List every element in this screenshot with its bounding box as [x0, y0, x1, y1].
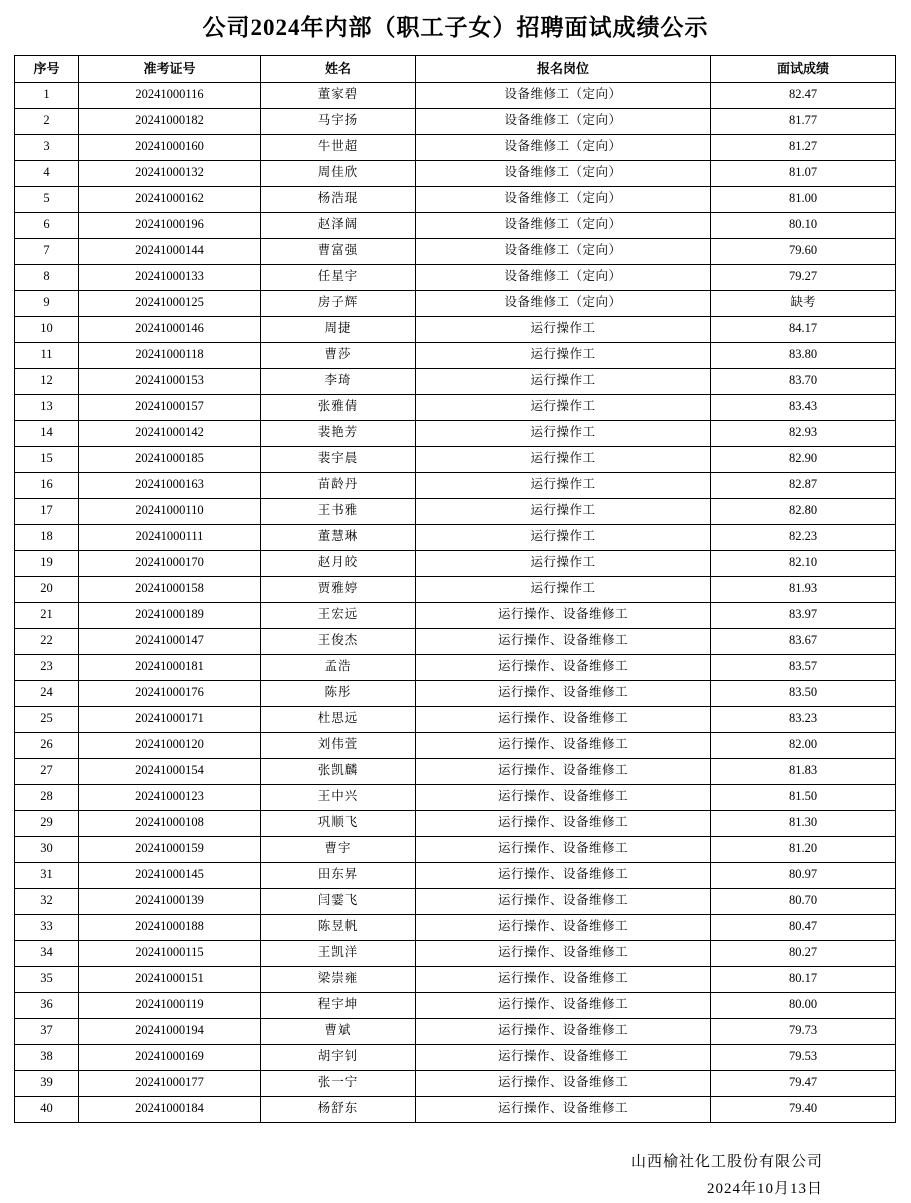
- column-header-score: 面试成绩: [711, 55, 896, 82]
- cell-admission-number: 20241000194: [79, 1018, 261, 1044]
- cell-admission-number: 20241000132: [79, 160, 261, 186]
- cell-score: 83.80: [711, 342, 896, 368]
- cell-score: 83.57: [711, 654, 896, 680]
- cell-name: 梁崇雍: [261, 966, 416, 992]
- cell-name: 张凯麟: [261, 758, 416, 784]
- interview-score-table: [14, 55, 896, 1123]
- cell-index: 31: [15, 862, 79, 888]
- cell-score: 82.10: [711, 550, 896, 576]
- cell-score: 81.27: [711, 134, 896, 160]
- cell-name: 苗龄丹: [261, 472, 416, 498]
- cell-position: 运行操作、设备维修工: [416, 1070, 711, 1096]
- cell-name: 张一宁: [261, 1070, 416, 1096]
- cell-name: 杜思远: [261, 706, 416, 732]
- table-row: [15, 1070, 896, 1096]
- cell-admission-number: 20241000181: [79, 654, 261, 680]
- cell-position: 设备维修工（定向）: [416, 290, 711, 316]
- cell-name: 巩顺飞: [261, 810, 416, 836]
- cell-admission-number: 20241000154: [79, 758, 261, 784]
- cell-score: 80.47: [711, 914, 896, 940]
- cell-index: 32: [15, 888, 79, 914]
- cell-position: 运行操作、设备维修工: [416, 836, 711, 862]
- cell-name: 牛世超: [261, 134, 416, 160]
- cell-name: 任星宇: [261, 264, 416, 290]
- cell-admission-number: 20241000111: [79, 524, 261, 550]
- table-row: [15, 524, 896, 550]
- cell-score: 83.97: [711, 602, 896, 628]
- cell-name: 程宇坤: [261, 992, 416, 1018]
- cell-position: 运行操作、设备维修工: [416, 628, 711, 654]
- cell-admission-number: 20241000123: [79, 784, 261, 810]
- cell-admission-number: 20241000153: [79, 368, 261, 394]
- cell-index: 21: [15, 602, 79, 628]
- cell-name: 王书雅: [261, 498, 416, 524]
- table-row: [15, 446, 896, 472]
- cell-name: 闫霎飞: [261, 888, 416, 914]
- cell-score: 82.47: [711, 82, 896, 108]
- cell-admission-number: 20241000116: [79, 82, 261, 108]
- cell-admission-number: 20241000120: [79, 732, 261, 758]
- cell-position: 运行操作工: [416, 368, 711, 394]
- cell-index: 29: [15, 810, 79, 836]
- cell-admission-number: 20241000118: [79, 342, 261, 368]
- cell-score: 81.83: [711, 758, 896, 784]
- cell-score: 82.23: [711, 524, 896, 550]
- cell-position: 设备维修工（定向）: [416, 82, 711, 108]
- cell-admission-number: 20241000115: [79, 940, 261, 966]
- cell-position: 运行操作、设备维修工: [416, 680, 711, 706]
- cell-admission-number: 20241000144: [79, 238, 261, 264]
- table-row: [15, 602, 896, 628]
- table-row: [15, 342, 896, 368]
- table-row: [15, 706, 896, 732]
- cell-index: 40: [15, 1096, 79, 1122]
- table-row: [15, 290, 896, 316]
- cell-score: 80.10: [711, 212, 896, 238]
- cell-score: 80.17: [711, 966, 896, 992]
- cell-admission-number: 20241000142: [79, 420, 261, 446]
- cell-position: 设备维修工（定向）: [416, 160, 711, 186]
- cell-admission-number: 20241000158: [79, 576, 261, 602]
- cell-admission-number: 20241000133: [79, 264, 261, 290]
- cell-name: 陈彤: [261, 680, 416, 706]
- cell-name: 刘伟萱: [261, 732, 416, 758]
- cell-index: 14: [15, 420, 79, 446]
- cell-index: 2: [15, 108, 79, 134]
- cell-score: 82.93: [711, 420, 896, 446]
- cell-name: 孟浩: [261, 654, 416, 680]
- cell-index: 1: [15, 82, 79, 108]
- cell-name: 周佳欣: [261, 160, 416, 186]
- cell-index: 26: [15, 732, 79, 758]
- cell-index: 15: [15, 446, 79, 472]
- cell-name: 李琦: [261, 368, 416, 394]
- cell-name: 董慧琳: [261, 524, 416, 550]
- cell-position: 运行操作、设备维修工: [416, 602, 711, 628]
- table-row: [15, 576, 896, 602]
- table-row: [15, 264, 896, 290]
- cell-index: 22: [15, 628, 79, 654]
- cell-index: 37: [15, 1018, 79, 1044]
- cell-score: 79.60: [711, 238, 896, 264]
- cell-admission-number: 20241000163: [79, 472, 261, 498]
- cell-name: 房子辉: [261, 290, 416, 316]
- cell-score: 82.00: [711, 732, 896, 758]
- cell-score: 81.93: [711, 576, 896, 602]
- table-row: [15, 472, 896, 498]
- cell-position: 设备维修工（定向）: [416, 264, 711, 290]
- cell-index: 35: [15, 966, 79, 992]
- cell-score: 80.97: [711, 862, 896, 888]
- table-row: [15, 108, 896, 134]
- cell-score: 81.20: [711, 836, 896, 862]
- cell-score: 80.00: [711, 992, 896, 1018]
- cell-admission-number: 20241000145: [79, 862, 261, 888]
- cell-admission-number: 20241000159: [79, 836, 261, 862]
- table-row: [15, 550, 896, 576]
- cell-name: 杨浩琨: [261, 186, 416, 212]
- cell-index: 10: [15, 316, 79, 342]
- cell-admission-number: 20241000110: [79, 498, 261, 524]
- table-row: [15, 836, 896, 862]
- cell-score: 81.77: [711, 108, 896, 134]
- cell-score: 83.50: [711, 680, 896, 706]
- footer-company: 山西榆社化工股份有限公司: [630, 1153, 823, 1170]
- table-row: [15, 82, 896, 108]
- cell-name: 王俊杰: [261, 628, 416, 654]
- cell-index: 6: [15, 212, 79, 238]
- table-row: [15, 498, 896, 524]
- cell-name: 贾雅婷: [261, 576, 416, 602]
- cell-position: 运行操作、设备维修工: [416, 940, 711, 966]
- cell-admission-number: 20241000160: [79, 134, 261, 160]
- cell-name: 赵月皎: [261, 550, 416, 576]
- cell-score: 79.40: [711, 1096, 896, 1122]
- cell-score: 83.67: [711, 628, 896, 654]
- cell-name: 张雅倩: [261, 394, 416, 420]
- cell-position: 运行操作工: [416, 498, 711, 524]
- cell-admission-number: 20241000157: [79, 394, 261, 420]
- cell-index: 23: [15, 654, 79, 680]
- cell-position: 运行操作、设备维修工: [416, 706, 711, 732]
- cell-position: 运行操作、设备维修工: [416, 1044, 711, 1070]
- cell-name: 裴艳芳: [261, 420, 416, 446]
- cell-admission-number: 20241000170: [79, 550, 261, 576]
- cell-score: 83.70: [711, 368, 896, 394]
- cell-admission-number: 20241000162: [79, 186, 261, 212]
- cell-position: 运行操作工: [416, 446, 711, 472]
- cell-admission-number: 20241000147: [79, 628, 261, 654]
- table-row: [15, 160, 896, 186]
- cell-position: 运行操作工: [416, 420, 711, 446]
- cell-name: 曹斌: [261, 1018, 416, 1044]
- cell-admission-number: 20241000185: [79, 446, 261, 472]
- table-header: [15, 55, 896, 82]
- cell-admission-number: 20241000188: [79, 914, 261, 940]
- cell-score: 83.23: [711, 706, 896, 732]
- cell-index: 12: [15, 368, 79, 394]
- cell-score: 81.07: [711, 160, 896, 186]
- cell-name: 王凯洋: [261, 940, 416, 966]
- cell-index: 25: [15, 706, 79, 732]
- cell-admission-number: 20241000146: [79, 316, 261, 342]
- cell-name: 王宏远: [261, 602, 416, 628]
- cell-score: 82.90: [711, 446, 896, 472]
- cell-admission-number: 20241000108: [79, 810, 261, 836]
- cell-name: 曹莎: [261, 342, 416, 368]
- column-header-index: 序号: [15, 55, 79, 82]
- cell-admission-number: 20241000196: [79, 212, 261, 238]
- table-row: [15, 992, 896, 1018]
- cell-position: 运行操作、设备维修工: [416, 758, 711, 784]
- cell-position: 设备维修工（定向）: [416, 238, 711, 264]
- table-header-row: [15, 55, 896, 82]
- document-footer: [14, 1149, 897, 1203]
- cell-admission-number: 20241000125: [79, 290, 261, 316]
- cell-score: 81.00: [711, 186, 896, 212]
- cell-name: 赵泽阔: [261, 212, 416, 238]
- cell-position: 设备维修工（定向）: [416, 186, 711, 212]
- cell-name: 田东昇: [261, 862, 416, 888]
- cell-position: 运行操作工: [416, 524, 711, 550]
- cell-score: 79.53: [711, 1044, 896, 1070]
- cell-name: 陈昱帆: [261, 914, 416, 940]
- cell-index: 24: [15, 680, 79, 706]
- footer-date: 2024年10月13日: [706, 1180, 823, 1197]
- cell-score: 缺考: [711, 290, 896, 316]
- cell-position: 设备维修工（定向）: [416, 134, 711, 160]
- cell-index: 17: [15, 498, 79, 524]
- cell-index: 4: [15, 160, 79, 186]
- cell-index: 18: [15, 524, 79, 550]
- table-row: [15, 810, 896, 836]
- cell-index: 11: [15, 342, 79, 368]
- cell-admission-number: 20241000119: [79, 992, 261, 1018]
- table-row: [15, 212, 896, 238]
- cell-position: 运行操作、设备维修工: [416, 1096, 711, 1122]
- cell-score: 81.30: [711, 810, 896, 836]
- table-row: [15, 654, 896, 680]
- cell-index: 20: [15, 576, 79, 602]
- cell-index: 38: [15, 1044, 79, 1070]
- cell-position: 设备维修工（定向）: [416, 212, 711, 238]
- cell-position: 运行操作、设备维修工: [416, 966, 711, 992]
- cell-index: 30: [15, 836, 79, 862]
- cell-position: 运行操作、设备维修工: [416, 732, 711, 758]
- cell-score: 79.73: [711, 1018, 896, 1044]
- cell-name: 杨舒东: [261, 1096, 416, 1122]
- cell-index: 36: [15, 992, 79, 1018]
- cell-index: 33: [15, 914, 79, 940]
- cell-position: 运行操作工: [416, 394, 711, 420]
- cell-index: 19: [15, 550, 79, 576]
- cell-admission-number: 20241000169: [79, 1044, 261, 1070]
- cell-score: 82.87: [711, 472, 896, 498]
- cell-admission-number: 20241000139: [79, 888, 261, 914]
- cell-score: 84.17: [711, 316, 896, 342]
- cell-score: 79.27: [711, 264, 896, 290]
- table-row: [15, 420, 896, 446]
- table-row: [15, 862, 896, 888]
- cell-score: 79.47: [711, 1070, 896, 1096]
- cell-index: 39: [15, 1070, 79, 1096]
- cell-admission-number: 20241000176: [79, 680, 261, 706]
- table-row: [15, 966, 896, 992]
- table-row: [15, 1044, 896, 1070]
- cell-position: 运行操作、设备维修工: [416, 654, 711, 680]
- cell-position: 运行操作工: [416, 550, 711, 576]
- cell-index: 9: [15, 290, 79, 316]
- table-row: [15, 914, 896, 940]
- page-title: 公司2024年内部（职工子女）招聘面试成绩公示: [202, 15, 709, 40]
- table-row: [15, 394, 896, 420]
- cell-admission-number: 20241000171: [79, 706, 261, 732]
- cell-score: 80.70: [711, 888, 896, 914]
- cell-name: 裴宇晨: [261, 446, 416, 472]
- table-row: [15, 628, 896, 654]
- table-body: [15, 82, 896, 1122]
- cell-position: 运行操作、设备维修工: [416, 992, 711, 1018]
- cell-name: 王中兴: [261, 784, 416, 810]
- cell-admission-number: 20241000184: [79, 1096, 261, 1122]
- cell-index: 7: [15, 238, 79, 264]
- cell-name: 曹富强: [261, 238, 416, 264]
- column-header-position: 报名岗位: [416, 55, 711, 82]
- cell-position: 运行操作、设备维修工: [416, 862, 711, 888]
- cell-admission-number: 20241000182: [79, 108, 261, 134]
- table-row: [15, 758, 896, 784]
- cell-index: 16: [15, 472, 79, 498]
- cell-score: 81.50: [711, 784, 896, 810]
- table-row: [15, 134, 896, 160]
- cell-position: 运行操作工: [416, 472, 711, 498]
- cell-name: 马宇扬: [261, 108, 416, 134]
- column-header-admission-number: 准考证号: [79, 55, 261, 82]
- column-header-name: 姓名: [261, 55, 416, 82]
- cell-position: 设备维修工（定向）: [416, 108, 711, 134]
- table-row: [15, 940, 896, 966]
- cell-index: 13: [15, 394, 79, 420]
- table-row: [15, 1018, 896, 1044]
- cell-index: 8: [15, 264, 79, 290]
- cell-admission-number: 20241000151: [79, 966, 261, 992]
- table-row: [15, 680, 896, 706]
- cell-admission-number: 20241000177: [79, 1070, 261, 1096]
- cell-name: 胡宇钊: [261, 1044, 416, 1070]
- table-row: [15, 368, 896, 394]
- cell-score: 82.80: [711, 498, 896, 524]
- cell-admission-number: 20241000189: [79, 602, 261, 628]
- cell-position: 运行操作工: [416, 576, 711, 602]
- cell-score: 80.27: [711, 940, 896, 966]
- cell-position: 运行操作、设备维修工: [416, 1018, 711, 1044]
- table-row: [15, 888, 896, 914]
- table-row: [15, 732, 896, 758]
- cell-position: 运行操作、设备维修工: [416, 914, 711, 940]
- cell-index: 27: [15, 758, 79, 784]
- cell-index: 5: [15, 186, 79, 212]
- cell-index: 3: [15, 134, 79, 160]
- cell-position: 运行操作、设备维修工: [416, 784, 711, 810]
- table-row: [15, 186, 896, 212]
- cell-name: 周捷: [261, 316, 416, 342]
- table-row: [15, 238, 896, 264]
- cell-index: 34: [15, 940, 79, 966]
- table-row: [15, 784, 896, 810]
- table-row: [15, 1096, 896, 1122]
- cell-name: 董家碧: [261, 82, 416, 108]
- cell-name: 曹宇: [261, 836, 416, 862]
- cell-position: 运行操作、设备维修工: [416, 810, 711, 836]
- cell-position: 运行操作工: [416, 316, 711, 342]
- cell-score: 83.43: [711, 394, 896, 420]
- cell-position: 运行操作、设备维修工: [416, 888, 711, 914]
- table-row: [15, 316, 896, 342]
- cell-position: 运行操作工: [416, 342, 711, 368]
- cell-index: 28: [15, 784, 79, 810]
